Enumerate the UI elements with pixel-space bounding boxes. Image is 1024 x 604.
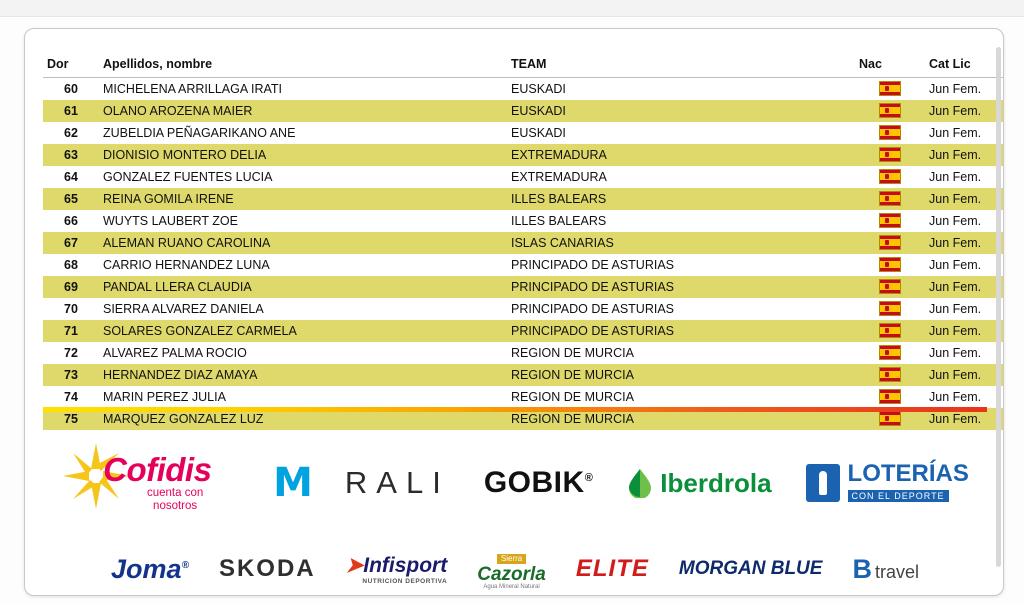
table-row bbox=[43, 364, 1004, 386]
cell-team: ISLAS CANARIAS bbox=[507, 232, 855, 254]
column-header-name: Apellidos, nombre bbox=[99, 55, 507, 78]
cell-team: EXTREMADURA bbox=[511, 170, 607, 184]
loterias-subtitle: CON EL DEPORTE bbox=[848, 490, 949, 502]
sponsor-skoda: SKODA bbox=[218, 555, 316, 582]
riders-table-container bbox=[43, 55, 987, 430]
column-header-team: TEAM bbox=[507, 55, 855, 78]
cofidis-tagline-line1: cuenta con bbox=[146, 487, 204, 499]
cell-team: PRINCIPADO DE ASTURIAS bbox=[507, 320, 855, 342]
cofidis-wordmark: Cofidis bbox=[103, 451, 212, 488]
cell-category-licence: Jun Fem. bbox=[925, 100, 1004, 122]
cell-category-licence: Jun Fem. bbox=[925, 364, 1004, 386]
cell-category-licence: Jun Fem. bbox=[925, 320, 1004, 342]
spain-flag-icon bbox=[879, 147, 901, 162]
table-header bbox=[43, 55, 1004, 78]
spain-flag-icon bbox=[879, 411, 901, 426]
cell-category-licence: Jun Fem. bbox=[929, 258, 982, 272]
gobik-wordmark: GOBIK bbox=[483, 466, 585, 499]
cell-rider-name: SOLARES GONZALEZ CARMELA bbox=[99, 320, 507, 342]
infisport-tick-icon: ➤ bbox=[345, 554, 364, 577]
table-row bbox=[43, 276, 1004, 298]
sponsor-infisport bbox=[346, 553, 448, 585]
table-body bbox=[43, 78, 1004, 431]
spain-flag-icon bbox=[879, 279, 901, 294]
spain-flag-icon bbox=[879, 191, 901, 206]
cell-team: REGION DE MURCIA bbox=[507, 408, 855, 430]
spain-flag-icon bbox=[879, 301, 901, 316]
cazorla-subtitle: Agua Mineral Natural bbox=[483, 583, 540, 590]
sponsor-row-secondary bbox=[43, 539, 987, 596]
cell-dorsal: 75 bbox=[43, 408, 99, 430]
spain-flag-icon bbox=[879, 323, 901, 338]
table-row bbox=[43, 188, 1004, 210]
cell-team: ILLES BALEARS bbox=[507, 188, 855, 210]
cell-nationality bbox=[855, 100, 925, 122]
joma-wordmark: Joma bbox=[111, 553, 182, 584]
vertical-scrollbar[interactable] bbox=[996, 47, 1001, 567]
cell-nationality bbox=[855, 188, 925, 210]
cell-dorsal: 68 bbox=[64, 258, 78, 272]
cell-rider-name: REINA GOMILA IRENE bbox=[99, 188, 507, 210]
cell-category-licence: Jun Fem. bbox=[929, 170, 982, 184]
cell-rider-name: ZUBELDIA PEÑAGARIKANO ANE bbox=[103, 126, 296, 140]
cell-dorsal: 62 bbox=[64, 126, 78, 140]
cell-team: PRINCIPADO DE ASTURIAS bbox=[511, 258, 674, 272]
spain-flag-icon bbox=[879, 235, 901, 250]
cell-nationality bbox=[855, 78, 925, 101]
loterias-wordmark: LOTERÍAS bbox=[847, 460, 969, 487]
startlist-sheet bbox=[24, 28, 1004, 596]
sponsor-cofidis bbox=[61, 435, 239, 531]
cell-nationality bbox=[855, 276, 925, 298]
cell-rider-name: CARRIO HERNANDEZ LUNA bbox=[103, 258, 270, 272]
joma-registered-mark: ® bbox=[181, 559, 189, 571]
cofidis-tagline-line2: nosotros bbox=[153, 500, 198, 512]
cell-category-licence: Jun Fem. bbox=[929, 346, 982, 360]
gobik-registered-mark: ® bbox=[584, 472, 594, 484]
column-header-dor: Dor bbox=[43, 55, 99, 78]
cazorla-wordmark: Cazorla bbox=[477, 563, 546, 585]
riders-table bbox=[43, 55, 1004, 430]
cell-team: REGION DE MURCIA bbox=[511, 390, 634, 404]
sponsor-btravel bbox=[852, 554, 919, 585]
table-row bbox=[43, 78, 1004, 101]
cell-rider-name: WUYTS LAUBERT ZOE bbox=[103, 214, 238, 228]
cell-dorsal: 61 bbox=[43, 100, 99, 122]
cell-rider-name: MARQUEZ GONZALEZ LUZ bbox=[99, 408, 507, 430]
cell-category-licence: Jun Fem. bbox=[929, 390, 982, 404]
table-row bbox=[43, 342, 1004, 364]
cell-dorsal: 64 bbox=[64, 170, 78, 184]
sponsor-gobik bbox=[484, 466, 593, 500]
table-row bbox=[43, 122, 1004, 144]
cell-dorsal: 73 bbox=[43, 364, 99, 386]
spain-flag-icon bbox=[879, 169, 901, 184]
cell-rider-name: ALVAREZ PALMA ROCIO bbox=[103, 346, 247, 360]
cell-nationality bbox=[855, 364, 925, 386]
cell-category-licence: Jun Fem. bbox=[929, 82, 982, 96]
column-header-nac: Nac bbox=[855, 55, 925, 78]
column-header-catlic: Cat Lic bbox=[925, 55, 1004, 78]
table-row bbox=[43, 166, 1004, 188]
cell-rider-name: HERNANDEZ DIAZ AMAYA bbox=[99, 364, 507, 386]
cell-category-licence: Jun Fem. bbox=[929, 126, 982, 140]
btravel-wordmark: travel bbox=[874, 561, 919, 582]
cell-team: EXTREMADURA bbox=[507, 144, 855, 166]
spain-flag-icon bbox=[879, 103, 901, 118]
sponsor-iberdrola bbox=[627, 468, 771, 499]
table-row bbox=[43, 232, 1004, 254]
spain-flag-icon bbox=[879, 213, 901, 228]
spain-flag-icon bbox=[879, 367, 901, 382]
cell-rider-name: ALEMAN RUANO CAROLINA bbox=[99, 232, 507, 254]
cell-rider-name: MICHELENA ARRILLAGA IRATI bbox=[103, 82, 282, 96]
cell-rider-name: MARIN PEREZ JULIA bbox=[103, 390, 226, 404]
cell-team: EUSKADI bbox=[507, 100, 855, 122]
cell-dorsal: 65 bbox=[43, 188, 99, 210]
cell-team: ILLES BALEARS bbox=[511, 214, 607, 228]
cell-category-licence: Jun Fem. bbox=[929, 302, 982, 316]
cell-nationality bbox=[855, 166, 925, 188]
cell-nationality bbox=[855, 298, 925, 320]
spain-flag-icon bbox=[879, 81, 901, 96]
cell-dorsal: 70 bbox=[64, 302, 78, 316]
table-row bbox=[43, 144, 1004, 166]
table-row bbox=[43, 254, 1004, 276]
cell-team: PRINCIPADO DE ASTURIAS bbox=[507, 276, 855, 298]
table-row bbox=[43, 298, 1004, 320]
loterias-mark-icon bbox=[806, 464, 840, 502]
cell-rider-name: OLANO AROZENA MAIER bbox=[99, 100, 507, 122]
spain-flag-icon bbox=[879, 389, 901, 404]
gradient-divider bbox=[43, 407, 987, 412]
cell-rider-name: DIONISIO MONTERO DELIA bbox=[99, 144, 507, 166]
cell-dorsal: 69 bbox=[43, 276, 99, 298]
cell-nationality bbox=[855, 122, 925, 144]
table-row bbox=[43, 210, 1004, 232]
table-row bbox=[43, 100, 1004, 122]
cell-nationality bbox=[855, 386, 925, 408]
spain-flag-icon bbox=[879, 257, 901, 272]
top-strip bbox=[0, 0, 1024, 17]
cell-category-licence: Jun Fem. bbox=[925, 232, 1004, 254]
cell-dorsal: 72 bbox=[64, 346, 78, 360]
cell-dorsal: 74 bbox=[64, 390, 78, 404]
cell-dorsal: 67 bbox=[43, 232, 99, 254]
iberdrola-wordmark: Iberdrola bbox=[660, 467, 772, 498]
cell-nationality bbox=[855, 320, 925, 342]
cell-nationality bbox=[855, 232, 925, 254]
btravel-b-mark: B bbox=[852, 553, 872, 584]
cell-dorsal: 63 bbox=[43, 144, 99, 166]
cell-team: EUSKADI bbox=[511, 126, 566, 140]
cell-dorsal: 60 bbox=[64, 82, 78, 96]
table-header-row bbox=[43, 55, 1004, 78]
sponsor-morganblue: MORGAN BLUE bbox=[678, 558, 823, 579]
cell-team: REGION DE MURCIA bbox=[511, 346, 634, 360]
sponsor-area bbox=[43, 427, 987, 596]
cell-team: EUSKADI bbox=[511, 82, 566, 96]
sponsor-row-primary bbox=[43, 427, 987, 539]
infisport-subtitle: NUTRICION DEPORTIVA bbox=[362, 578, 448, 585]
sponsor-cazorla bbox=[477, 549, 546, 590]
sponsor-loterias bbox=[806, 462, 969, 504]
cell-category-licence: Jun Fem. bbox=[929, 214, 982, 228]
sponsor-elite: ELITE bbox=[575, 555, 649, 582]
table-row bbox=[43, 320, 1004, 342]
cazorla-top-label: Sierra bbox=[497, 554, 526, 564]
cofidis-tagline bbox=[127, 487, 223, 513]
cell-team: REGION DE MURCIA bbox=[507, 364, 855, 386]
cell-category-licence: Jun Fem. bbox=[925, 144, 1004, 166]
cell-nationality bbox=[855, 342, 925, 364]
cell-rider-name: GONZALEZ FUENTES LUCIA bbox=[103, 170, 273, 184]
cell-nationality bbox=[855, 210, 925, 232]
infisport-wordmark: Infisport bbox=[363, 554, 448, 577]
cell-rider-name: SIERRA ALVAREZ DANIELA bbox=[103, 302, 264, 316]
spain-flag-icon bbox=[879, 125, 901, 140]
sponsor-rali: RALI bbox=[344, 465, 450, 500]
loterias-text-block bbox=[848, 462, 969, 504]
sponsor-movistar: M bbox=[273, 460, 311, 506]
iberdrola-drop-icon bbox=[627, 468, 653, 498]
cell-dorsal: 71 bbox=[43, 320, 99, 342]
cell-rider-name: PANDAL LLERA CLAUDIA bbox=[99, 276, 507, 298]
cell-dorsal: 66 bbox=[64, 214, 78, 228]
cell-category-licence: Jun Fem. bbox=[925, 188, 1004, 210]
cell-nationality bbox=[855, 254, 925, 276]
table-row bbox=[43, 386, 1004, 408]
sponsor-joma bbox=[111, 554, 189, 585]
cell-nationality bbox=[855, 144, 925, 166]
spain-flag-icon bbox=[879, 345, 901, 360]
cell-team: PRINCIPADO DE ASTURIAS bbox=[511, 302, 674, 316]
cell-category-licence: Jun Fem. bbox=[925, 276, 1004, 298]
cell-category-licence: Jun Fem. bbox=[925, 408, 1004, 430]
